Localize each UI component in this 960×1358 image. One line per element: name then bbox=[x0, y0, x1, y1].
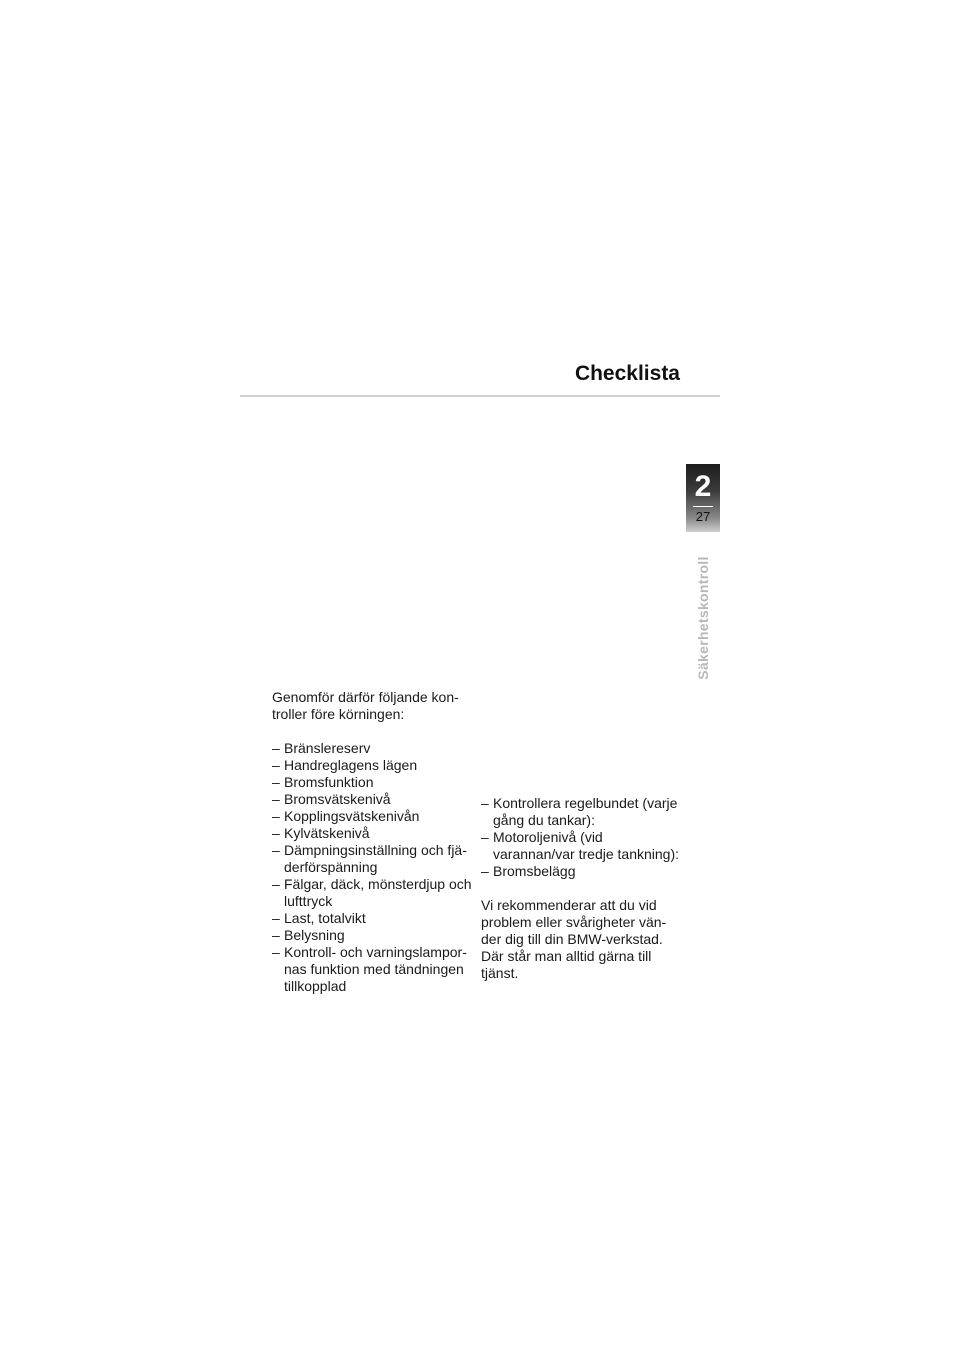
header-divider bbox=[240, 395, 720, 397]
list-item: – Bromsfunktion bbox=[272, 774, 472, 791]
list-item: – Bromsbelägg bbox=[481, 863, 681, 880]
section-label: Säkerhetskontroll bbox=[695, 556, 711, 680]
list-item: – Belysning bbox=[272, 927, 472, 944]
list-item: – Kopplingsvätskenivån bbox=[272, 808, 472, 825]
right-column bbox=[481, 795, 681, 982]
list-item: – Motoroljenivå (vid varannan/var tredje tankning): bbox=[481, 829, 681, 863]
checklist bbox=[272, 740, 472, 995]
intro-text: Genomför därför följande kon-troller före körningen: bbox=[272, 689, 459, 722]
list-item: – Fälgar, däck, mönsterdjup och lufttryck bbox=[272, 876, 472, 910]
tab-divider bbox=[693, 506, 713, 507]
list-item: – Handreglagens lägen bbox=[272, 757, 472, 774]
list-item: – Kylvätskenivå bbox=[272, 825, 472, 842]
periodic-checklist bbox=[481, 795, 681, 880]
list-item: – Last, totalvikt bbox=[272, 910, 472, 927]
list-item: – Bränslereserv bbox=[272, 740, 472, 757]
list-item: – Kontrollera regelbundet (varje gång du tankar): bbox=[481, 795, 681, 829]
chapter-number: 2 bbox=[694, 470, 712, 503]
page-number: 27 bbox=[695, 509, 711, 524]
list-item: – Bromsvätskenivå bbox=[272, 791, 472, 808]
left-column bbox=[272, 689, 472, 995]
list-item: – Dämpningsinställning och fjä-derförspänning bbox=[272, 842, 472, 876]
chapter-tab bbox=[686, 464, 720, 532]
page-title: Checklista bbox=[574, 362, 680, 385]
list-item: – Kontroll- och varningslampor-nas funktion med tändningen tillkopplad bbox=[272, 944, 472, 995]
recommendation-text: Vi rekommenderar att du vid problem eller svårigheter vän-der dig till din BMW-verkstad. Där står man alltid gärna till tjänst. bbox=[481, 897, 667, 981]
